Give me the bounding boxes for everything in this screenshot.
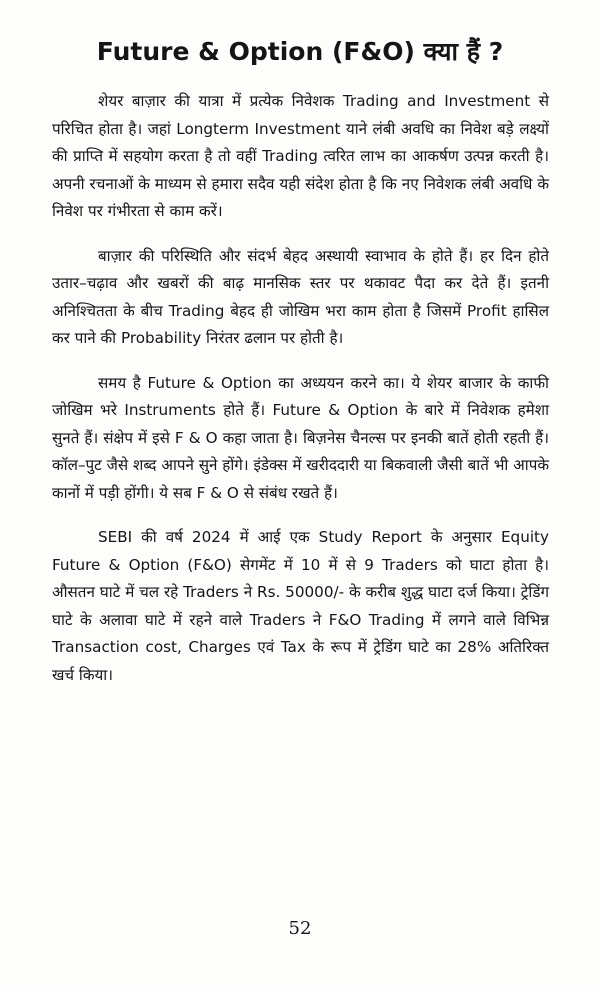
page-title: Future & Option (F&O) क्या हैं ? xyxy=(96,37,504,66)
page-number: 52 xyxy=(288,918,312,939)
paragraph-1 xyxy=(52,88,549,226)
paragraph-2 xyxy=(52,243,549,353)
paragraph-text: समय है Future & Option का अध्ययन करने का। ये शेयर बाजार के काफी जोखिम भरे Instruments होते हैं। Future & Option के बारे में निवेशक हमेशा सुनते हैं। संक्षेप में इसे F & O कहा जाता है। बिज़नेस चैनल्स पर इनकी बातें होती रहती हैं। कॉल–पुट जैसे शब्द आपने सुने होंगे। इंडेक्स में खरीददारी या बिकवाली जैसी बातें भी आपके कानों में पड़ी होंगी। ये सब F & O से संबंध रखते हैं। xyxy=(52,373,549,502)
paragraph-4 xyxy=(52,524,549,689)
paragraph-text: बाज़ार की परिस्थिति और संदर्भ बेहद अस्थायी स्वाभाव के होते हैं। हर दिन होते उतार–चढ़ाव और खबरों की बाढ़ मानसिक स्तर पर थकावट पैदा कर देते हैं। इतनी अनिश्चितता के बीच Trading बेहद ही जोखिम भरा काम होता है जिसमें Profit हासिल कर पाने की Probability निरंतर ढलान पर होती है। xyxy=(52,246,549,347)
paragraph-text: SEBI की वर्ष 2024 में आई एक Study Report के अनुसार Equity Future & Option (F&O) सेगमेंट में 10 में से 9 Traders को घाटा होता है। औसतन घाटे में चल रहे Traders ने Rs. 50000/- के करीब शुद्ध घाटा दर्ज किया। ट्रेडिंग घाटे के अलावा घाटे में रहने वाले Traders ने F&O Trading में लगने वाले विभिन्न Transaction cost, Charges एवं Tax के रूप में ट्रेडिंग घाटे का 28% अतिरिक्त खर्च किया। xyxy=(52,528,549,684)
paragraph-3 xyxy=(52,370,549,508)
paragraph-text: शेयर बाज़ार की यात्रा में प्रत्येक निवेशक Trading and Investment से परिचित होता है। जहां Longterm Investment याने लंबी अवधि का निवेश बड़े लक्ष्यों की प्राप्ति में सहयोग करता है तो वहीं Trading त्वरित लाभ का आकर्षण उत्पन्न करती है। अपनी रचनाओं के माध्यम से हमारा सदैव यही संदेश होता है कि नए निवेशक लंबी अवधि के निवेश पर गंभीरता से काम करें। xyxy=(52,92,549,220)
page-body xyxy=(52,88,549,706)
